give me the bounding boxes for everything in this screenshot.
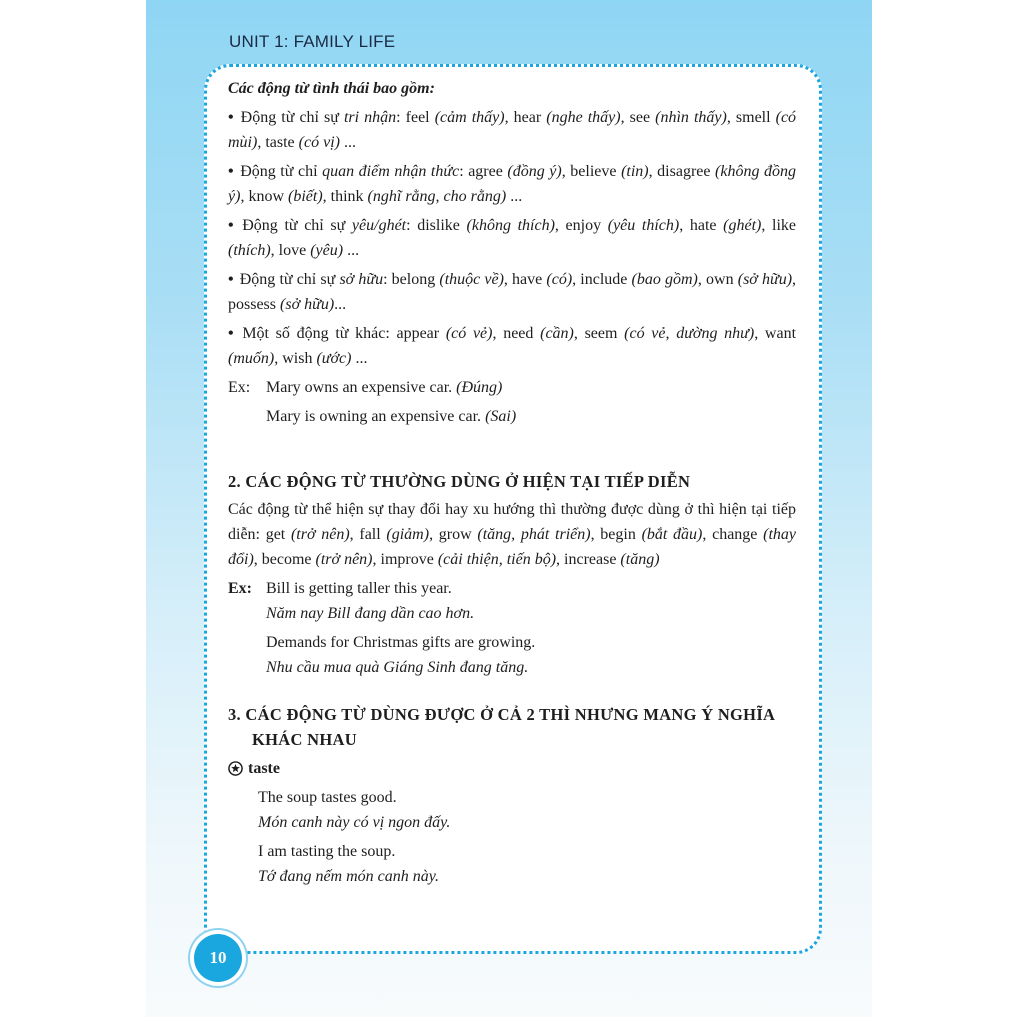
translation-text: (tăng) (620, 551, 660, 568)
unit-title: UNIT 1: FAMILY LIFE (229, 32, 396, 51)
example-vi-2: Nhu cầu mua quà Giáng Sinh đang tăng. (266, 659, 529, 676)
translation-text: (có vị) (298, 134, 340, 151)
body-text: , disagree (648, 163, 716, 180)
translation-text: (tin) (621, 163, 649, 180)
taste-en-1: The soup tastes good. (258, 789, 397, 806)
body-text: , think (322, 188, 368, 205)
body-text: : agree (459, 163, 508, 180)
translation-text: (nghĩ rằng, cho rằng) (367, 188, 507, 205)
body-text: , possess (228, 271, 797, 313)
body-text: , know (240, 188, 288, 205)
body-text: , grow (429, 526, 478, 543)
taste-examples (228, 785, 796, 889)
modal-verbs-list (228, 105, 796, 371)
example-en-1: Bill is getting taller this year. (266, 580, 452, 597)
bullet-symbol: • (228, 271, 234, 288)
translation-text: yêu/ghét (351, 217, 407, 234)
example-vi-1: Năm nay Bill đang dần cao hơn. (266, 605, 475, 622)
body-text: , believe (561, 163, 622, 180)
modal-verbs-intro: Các động từ tình thái bao gồm: (228, 80, 435, 97)
body-text: , like (761, 217, 797, 234)
page-number-badge: 10 (194, 934, 242, 982)
taste-item (228, 756, 796, 781)
body-text: Các động từ thể hiện sự thay đổi hay xu hướng thì thường được dùng ở thì hiện tại tiếp diễn: get (228, 501, 796, 543)
body-text: , hear (504, 109, 547, 126)
body-text: : dislike (406, 217, 467, 234)
translation-text: (ghét) (723, 217, 762, 234)
translation-text: (bắt đầu) (641, 526, 703, 543)
body-text: , include (572, 271, 632, 288)
taste-vi-2: Tớ đang nếm món canh này. (258, 868, 439, 885)
body-text: Động từ chỉ sự (240, 109, 344, 126)
modal-verb-bullet (228, 213, 796, 263)
translation-text: quan điểm nhận thức (322, 163, 460, 180)
body-text: , wish (274, 350, 317, 367)
translation-text: (có vẻ) (445, 325, 493, 342)
section-3-heading-line-1: 3. CÁC ĐỘNG TỪ DÙNG ĐƯỢC Ở CẢ 2 THÌ NHƯNG MANG Ý NGHĨA (228, 705, 776, 724)
translation-text: (thích) (228, 242, 271, 259)
body-text: , love (270, 242, 311, 259)
example-label: Ex: (228, 379, 251, 396)
body-text: , enjoy (554, 217, 608, 234)
modal-verb-bullet (228, 321, 796, 371)
body-text: , have (503, 271, 547, 288)
content-area (228, 76, 796, 889)
star-in-circle-icon (228, 761, 243, 776)
translation-text: (cần) (540, 325, 574, 342)
body-text: , smell (726, 109, 776, 126)
body-text: , own (697, 271, 738, 288)
translation-text: (yêu thích) (607, 217, 680, 234)
example-sentence-correct: Mary owns an expensive car. (Đúng) (266, 379, 503, 396)
translation-text: (trở nên) (290, 526, 350, 543)
translation-text: (không thích) (466, 217, 555, 234)
translation-text: (có vẻ, dường như) (624, 325, 755, 342)
body-text: , seem (573, 325, 625, 342)
translation-text: tri nhận (343, 109, 397, 126)
body-text: , increase (556, 551, 621, 568)
translation-text: (giảm) (386, 526, 430, 543)
translation-text: (thay đổi) (228, 526, 796, 568)
taste-vi-1: Món canh này có vị ngon đấy. (258, 814, 451, 831)
translation-text: (bao gồm) (631, 271, 698, 288)
translation-text: (có mùi) (228, 109, 797, 151)
body-text: , begin (590, 526, 642, 543)
body-text: , taste (257, 134, 299, 151)
bullet-symbol: • (228, 163, 234, 180)
body-text: : belong (383, 271, 440, 288)
body-text: , see (620, 109, 656, 126)
translation-text: (cảm thấy) (434, 109, 505, 126)
translation-text: (không đồng ý) (228, 163, 797, 205)
translation-text: sở hữu (339, 271, 384, 288)
body-text: ... (351, 350, 368, 367)
body-text: , fall (349, 526, 387, 543)
body-text: ... (506, 188, 523, 205)
bullet-symbol: • (228, 217, 234, 234)
taste-en-2: I am tasting the soup. (258, 843, 396, 860)
translation-text: (tăng, phát triển) (477, 526, 591, 543)
section-3-heading (228, 702, 796, 752)
body-text: , hate (679, 217, 724, 234)
translation-text: (sở hữu) (280, 296, 335, 313)
body-text: ... (339, 134, 356, 151)
example-1 (228, 375, 796, 429)
example-label: Ex: (228, 580, 252, 597)
translation-text: (nghe thấy) (546, 109, 621, 126)
example-en-2: Demands for Christmas gifts are growing. (266, 634, 536, 651)
bullet-symbol: • (228, 109, 234, 126)
section-2-paragraph (228, 497, 796, 572)
translation-text: (nhìn thấy) (655, 109, 727, 126)
body-text: , change (702, 526, 764, 543)
body-text: Một số động từ khác: appear (242, 325, 446, 342)
body-text: : feel (396, 109, 435, 126)
body-text: Động từ chỉ sự (242, 217, 352, 234)
translation-text: (cải thiện, tiến bộ) (437, 551, 557, 568)
translation-text: (muốn) (228, 350, 275, 367)
bullet-symbol: • (228, 325, 234, 342)
body-text: ... (334, 296, 347, 313)
section-2-heading: 2. CÁC ĐỘNG TỪ THƯỜNG DÙNG Ở HIỆN TẠI TIẾP DIỄN (228, 472, 691, 491)
translation-text: (yêu) (310, 242, 344, 259)
modal-verb-bullet (228, 105, 796, 155)
translation-text: (đồng ý) (507, 163, 562, 180)
example-2 (228, 576, 796, 680)
modal-verb-bullet (228, 267, 796, 317)
translation-text: (trở nên) (315, 551, 373, 568)
translation-text: (có) (546, 271, 573, 288)
example-sentence-wrong: Mary is owning an expensive car. (Sai) (266, 408, 517, 425)
body-text: Động từ chỉ (240, 163, 323, 180)
translation-text: (thuộc về) (439, 271, 504, 288)
body-text: , want (754, 325, 797, 342)
modal-verb-bullet (228, 159, 796, 209)
taste-label: taste (248, 760, 280, 777)
body-text: ... (343, 242, 360, 259)
translation-text: (sở hữu) (737, 271, 793, 288)
translation-text: (ước) (316, 350, 352, 367)
section-3-heading-line-2: KHÁC NHAU (252, 730, 357, 749)
body-text: , improve (372, 551, 438, 568)
translation-text: (biết) (288, 188, 323, 205)
body-text: Động từ chỉ sự (239, 271, 340, 288)
body-text: , need (492, 325, 541, 342)
body-text: , become (253, 551, 316, 568)
